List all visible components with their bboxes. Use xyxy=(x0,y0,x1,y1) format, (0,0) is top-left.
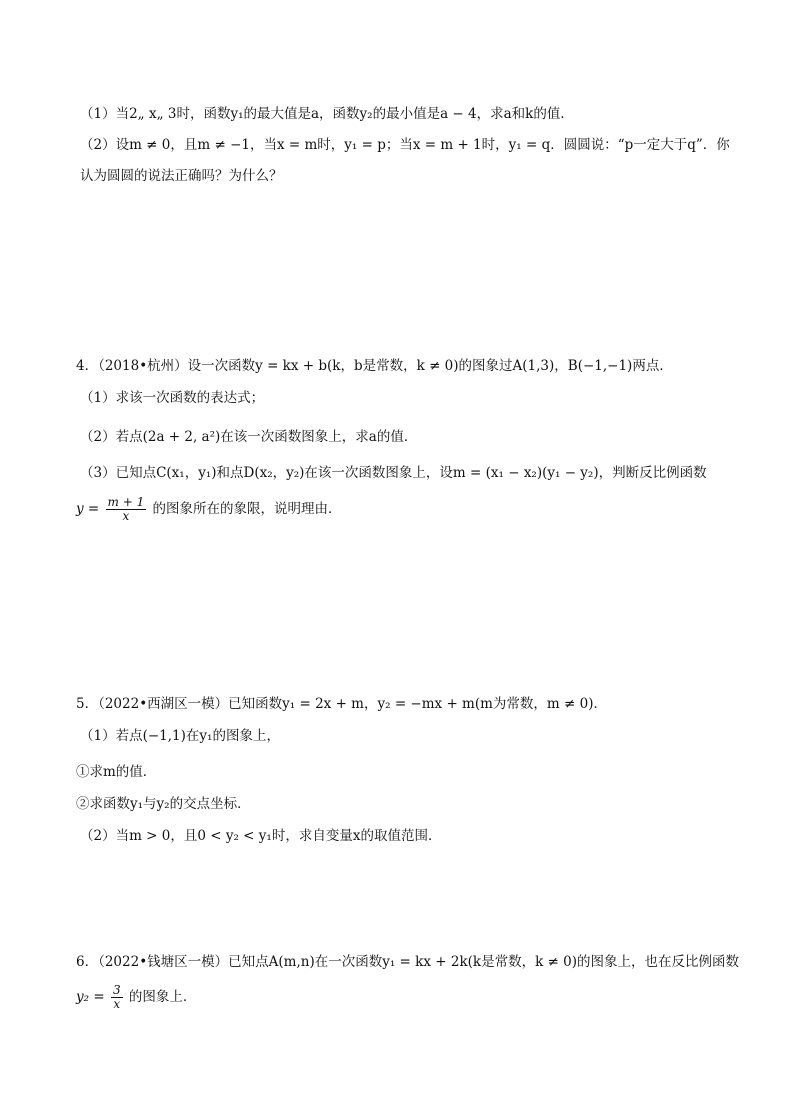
question-6-stem: 6．（2022•钱塘区一模）已知点A(m,n)在一次函数y₁ = kx + 2k(k是常数，k ≠ 0)的图象上，也在反比例函数 xyxy=(76,954,739,970)
question-4-part-3-formula xyxy=(76,496,342,523)
fraction xyxy=(111,984,123,1011)
question-4-part-1: （1）求该一次函数的表达式； xyxy=(80,390,265,406)
formula-lhs: y = xyxy=(76,501,100,517)
fraction-denominator: x xyxy=(113,997,121,1011)
question-6-formula xyxy=(76,984,196,1011)
fraction xyxy=(106,496,147,523)
question-4-part-3: （3）已知点C(x₁，y₁)和点D(x₂，y₂)在该一次函数图象上，设m = (x₁ − x₂)(y₁ − y₂)，判断反比例函数 xyxy=(80,465,707,481)
formula-lhs: y₂ = xyxy=(76,989,105,1005)
question-3-part-2: （2）设m ≠ 0，且m ≠ −1，当x = m时，y₁ = p；当x = m + 1时，y₁ = q．圆圆说：“p一定大于q”．你 xyxy=(80,137,730,153)
question-5-part-1: （1）若点(−1,1)在y₁的图象上， xyxy=(80,728,280,744)
question-4-part-2: （2）若点(2a + 2, a²)在该一次函数图象上，求a的值． xyxy=(80,429,418,445)
question-3-part-2-cont: 认为圆圆的说法正确吗？为什么？ xyxy=(80,168,283,184)
question-5-part-2: （2）当m > 0，且0 < y₂ < y₁时，求自变量x的取值范围． xyxy=(80,828,442,844)
formula-suffix: 的图象上． xyxy=(128,989,197,1005)
question-5-part-1b: ②求函数y₁与y₂的交点坐标． xyxy=(76,796,251,812)
question-4-stem: 4．（2018•杭州）设一次函数y = kx + b(k，b是常数，k ≠ 0)的图象过A(1,3)，B(−1,−1)两点． xyxy=(76,358,673,374)
question-5-stem: 5．（2022•西湖区一模）已知函数y₁ = 2x + m，y₂ = −mx + m(m为常数，m ≠ 0)． xyxy=(76,696,607,712)
fraction-numerator: 3 xyxy=(112,983,121,997)
formula-suffix: 的图象所在的象限，说明理由． xyxy=(152,501,342,517)
fraction-denominator: x xyxy=(122,509,130,523)
question-3-part-1: （1）当2„ x„ 3时，函数y₁的最大值是a，函数y₂的最小值是a − 4，求a和k的值． xyxy=(80,106,574,122)
fraction-numerator: m + 1 xyxy=(107,495,145,509)
question-5-part-1a: ①求m的值． xyxy=(76,764,157,780)
